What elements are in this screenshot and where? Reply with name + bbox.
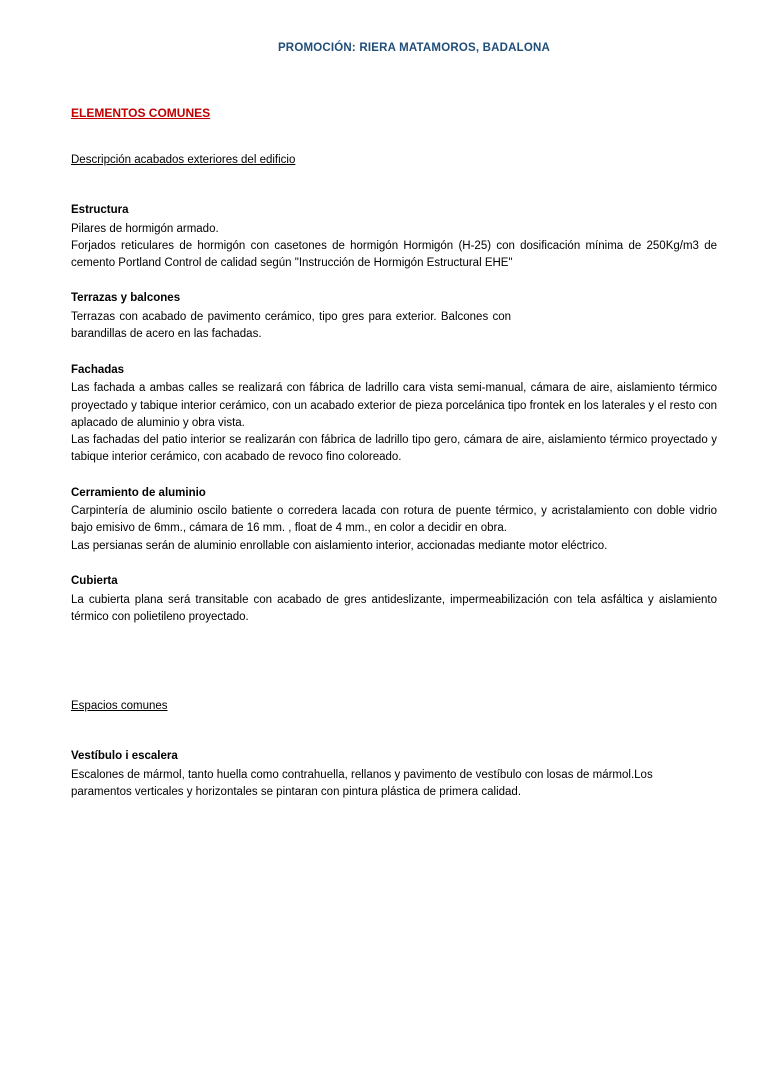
subsection-heading-exteriores: Descripción acabados exteriores del edificio — [71, 154, 296, 166]
section-paragraph: Las fachadas del patio interior se realizarán con fábrica de ladrillo tipo gero, cámara de aire, aislamiento térmico proyectado y tabique interior cerámico, con acabado de revoco fino coloreado. — [71, 434, 717, 464]
section-cubierta — [71, 573, 717, 626]
section-heading: Estructura — [71, 204, 129, 216]
document-header: PROMOCIÓN: RIERA MATAMOROS, BADALONA — [277, 42, 551, 54]
spacer — [71, 644, 717, 700]
section-paragraph: Forjados reticulares de hormigón con casetones de hormigón Hormigón (H-25) con dosificación mínima de 250Kg/m3 de cemento Portland Control de calidad según "Instrucción de Hormigón Estructural EHE" — [71, 239, 717, 270]
section-paragraph: Las fachada a ambas calles se realizará con fábrica de ladrillo cara vista semi-manual, cámara de aire, aislamiento térmico proyectado y tabique interior cerámico, con un acabado exterior de pieza porcelánica tipo frontek en los laterales y el resto con aplacado de aluminio y obra vista. — [71, 382, 717, 429]
section-terrazas-balcones — [71, 290, 717, 343]
section-heading: Fachadas — [71, 363, 125, 376]
section-paragraph: La cubierta plana será transitable con acabado de gres antideslizante, impermeabilización con tela asfáltica y aislamiento térmico con polietileno proyectado. — [71, 593, 717, 623]
section-vestibulo-escalera — [71, 748, 717, 801]
section-paragraph: Carpintería de aluminio oscilo batiente o corredera lacada con rotura de puente térmico, y acristalamiento con doble vidrio bajo emisivo de 6mm., cámara de 16 mm. , float de 4 mm., en color a decidir en obra. — [71, 505, 717, 535]
page-title: ELEMENTOS COMUNES — [71, 106, 211, 120]
section-estructura — [71, 202, 717, 272]
section-heading: Cerramiento de aluminio — [71, 486, 206, 499]
section-heading: Vestíbulo i escalera — [71, 750, 178, 763]
section-paragraph: Las persianas serán de aluminio enrollable con aislamiento interior, accionadas mediante motor eléctrico. — [71, 539, 608, 552]
section-heading: Terrazas y balcones — [71, 292, 181, 305]
section-paragraph: Escalones de mármol, tanto huella como contrahuella, rellanos y pavimento de vestíbulo con losas de mármol.Los paramentos verticales y horizontales se pintaran con pintura plástica de primera calidad. — [71, 768, 653, 799]
subsection-heading-espacios-comunes: Espacios comunes — [71, 700, 168, 713]
section-cerramiento-aluminio — [71, 485, 717, 555]
section-fachadas — [71, 362, 717, 467]
section-paragraph: Terrazas con acabado de pavimento cerámico, tipo gres para exterior. Balcones con barandillas de acero en las fachadas. — [71, 311, 511, 341]
section-paragraph: Pilares de hormigón armado. — [71, 222, 219, 235]
section-heading: Cubierta — [71, 574, 118, 587]
